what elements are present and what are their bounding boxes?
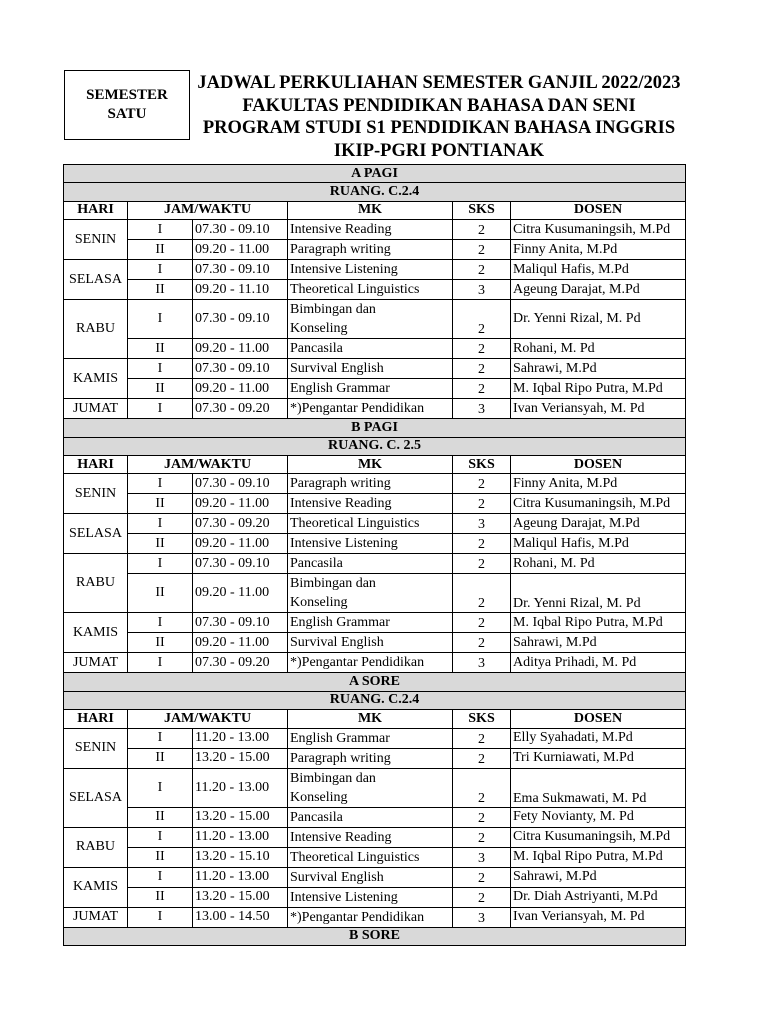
session-cell: I: [128, 514, 193, 534]
credits-cell: 3: [453, 399, 511, 419]
course-cell: [288, 379, 453, 399]
lecturer-cell: Tri Kurniawati, M.Pd: [511, 748, 686, 768]
schedule-table-container: [63, 164, 685, 946]
lecturer-cell: Ageung Darajat, M.Pd: [511, 514, 686, 534]
schedule-table: [63, 164, 686, 946]
time-cell: 07.30 - 09.10: [193, 260, 288, 280]
schedule-row: [64, 280, 686, 300]
session-cell: II: [128, 807, 193, 827]
day-cell: SENIN: [64, 220, 128, 260]
header-jam-waktu: JAM/WAKTU: [128, 455, 288, 473]
lecturer-cell: Citra Kusumaningsih, M.Pd: [511, 220, 686, 240]
lecturer-cell: Elly Syahadati, M.Pd: [511, 728, 686, 748]
course-name-line: *)Pengantar Pendidikan: [290, 909, 425, 925]
room-band: RUANG. C.2.4: [64, 183, 686, 201]
time-cell: 11.20 - 13.00: [193, 827, 288, 847]
day-cell: JUMAT: [64, 399, 128, 419]
room-band-row: [64, 437, 686, 455]
lecturer-cell: Ageung Darajat, M.Pd: [511, 280, 686, 300]
course-name-line: Theoretical Linguistics: [290, 282, 420, 298]
lecturer-cell: Finny Anita, M.Pd: [511, 474, 686, 494]
course-name-line: Intensive Reading: [290, 496, 392, 512]
time-cell: 09.20 - 11.00: [193, 633, 288, 653]
column-header-row: [64, 710, 686, 728]
schedule-row: [64, 748, 686, 768]
room-band-row: [64, 183, 686, 201]
time-cell: 07.30 - 09.10: [193, 613, 288, 633]
time-cell: 13.20 - 15.00: [193, 807, 288, 827]
course-cell: [288, 534, 453, 554]
course-name-line: Konseling: [290, 321, 348, 337]
credits-cell: 2: [453, 728, 511, 748]
course-name-line: Intensive Reading: [290, 222, 392, 238]
course-name-line: *)Pengantar Pendidikan: [290, 655, 425, 671]
schedule-row: [64, 399, 686, 419]
title-line-2: FAKULTAS PENDIDIKAN BAHASA DAN SENI: [242, 95, 636, 116]
credits-cell: 3: [453, 907, 511, 927]
credits-cell: 2: [453, 300, 511, 339]
session-cell: I: [128, 300, 193, 339]
time-cell: 13.00 - 14.50: [193, 907, 288, 927]
header-hari: HARI: [64, 455, 128, 473]
schedule-row: [64, 827, 686, 847]
course-name-line: Pancasila: [290, 341, 343, 357]
time-cell: 11.20 - 13.00: [193, 768, 288, 807]
header-dosen: DOSEN: [511, 455, 686, 473]
course-name-line: Survival English: [290, 635, 384, 651]
time-cell: 09.20 - 11.00: [193, 494, 288, 514]
schedule-row: [64, 220, 686, 240]
course-name-line: Paragraph writing: [290, 750, 391, 766]
time-cell: 07.30 - 09.10: [193, 474, 288, 494]
header-mk: MK: [288, 710, 453, 728]
day-cell: SENIN: [64, 728, 128, 768]
schedule-row: [64, 768, 686, 807]
header-dosen: DOSEN: [511, 201, 686, 219]
course-cell: [288, 399, 453, 419]
time-cell: 11.20 - 13.00: [193, 867, 288, 887]
schedule-row: [64, 359, 686, 379]
lecturer-cell: Dr. Diah Astriyanti, M.Pd: [511, 887, 686, 907]
course-name-line: Intensive Listening: [290, 889, 398, 905]
title-line-4: IKIP-PGRI PONTIANAK: [333, 140, 545, 161]
time-cell: 11.20 - 13.00: [193, 728, 288, 748]
time-cell: 07.30 - 09.10: [193, 300, 288, 339]
time-cell: 09.20 - 11.10: [193, 280, 288, 300]
room-band: RUANG. C.2.4: [64, 691, 686, 709]
credits-cell: 2: [453, 494, 511, 514]
credits-cell: 2: [453, 339, 511, 359]
course-cell: [288, 768, 453, 807]
day-cell: RABU: [64, 827, 128, 867]
course-cell: [288, 827, 453, 847]
time-cell: 13.20 - 15.10: [193, 847, 288, 867]
credits-cell: 2: [453, 359, 511, 379]
credits-cell: 2: [453, 613, 511, 633]
class-band: A SORE: [64, 673, 686, 691]
course-name-line: English Grammar: [290, 381, 390, 397]
schedule-row: [64, 300, 686, 339]
schedule-row: [64, 554, 686, 574]
time-cell: 07.30 - 09.10: [193, 220, 288, 240]
credits-cell: 3: [453, 847, 511, 867]
schedule-row: [64, 379, 686, 399]
credits-cell: 2: [453, 768, 511, 807]
course-cell: [288, 260, 453, 280]
document-title: [190, 72, 688, 162]
semester-label-line1: SEMESTER: [86, 87, 168, 103]
time-cell: 09.20 - 11.00: [193, 339, 288, 359]
course-cell: [288, 554, 453, 574]
schedule-row: [64, 474, 686, 494]
credits-cell: 3: [453, 514, 511, 534]
course-cell: [288, 907, 453, 927]
session-cell: I: [128, 399, 193, 419]
session-cell: I: [128, 907, 193, 927]
course-name-line: Pancasila: [290, 809, 343, 825]
column-header-row: [64, 201, 686, 219]
credits-cell: 2: [453, 574, 511, 613]
credits-cell: 2: [453, 474, 511, 494]
header-hari: HARI: [64, 201, 128, 219]
course-cell: [288, 887, 453, 907]
session-cell: II: [128, 887, 193, 907]
lecturer-cell: Sahrawi, M.Pd: [511, 359, 686, 379]
schedule-row: [64, 847, 686, 867]
lecturer-cell: M. Iqbal Ripo Putra, M.Pd: [511, 847, 686, 867]
lecturer-cell: Ivan Veriansyah, M. Pd: [511, 907, 686, 927]
session-cell: II: [128, 748, 193, 768]
schedule-row: [64, 574, 686, 613]
header-jam-waktu: JAM/WAKTU: [128, 201, 288, 219]
course-name-line: Intensive Listening: [290, 262, 398, 278]
session-cell: I: [128, 653, 193, 673]
session-cell: II: [128, 574, 193, 613]
schedule-row: [64, 339, 686, 359]
course-name-line: Bimbingan dan: [290, 302, 376, 318]
class-band-row: [64, 673, 686, 691]
course-name-line: Survival English: [290, 361, 384, 377]
column-header-row: [64, 455, 686, 473]
time-cell: 13.20 - 15.00: [193, 748, 288, 768]
schedule-row: [64, 887, 686, 907]
session-cell: I: [128, 220, 193, 240]
credits-cell: 2: [453, 379, 511, 399]
course-name-line: Theoretical Linguistics: [290, 849, 420, 865]
title-line-1: JADWAL PERKULIAHAN SEMESTER GANJIL 2022/2023: [197, 73, 681, 93]
course-name-line: Konseling: [290, 789, 348, 805]
course-cell: [288, 240, 453, 260]
lecturer-cell: M. Iqbal Ripo Putra, M.Pd: [511, 613, 686, 633]
lecturer-cell: M. Iqbal Ripo Putra, M.Pd: [511, 379, 686, 399]
time-cell: 07.30 - 09.20: [193, 653, 288, 673]
session-cell: I: [128, 768, 193, 807]
session-cell: II: [128, 379, 193, 399]
course-cell: [288, 613, 453, 633]
session-cell: II: [128, 847, 193, 867]
time-cell: 09.20 - 11.00: [193, 574, 288, 613]
schedule-row: [64, 807, 686, 827]
course-cell: [288, 280, 453, 300]
course-cell: [288, 574, 453, 613]
header-hari: HARI: [64, 710, 128, 728]
time-cell: 07.30 - 09.20: [193, 399, 288, 419]
course-name-line: Bimbingan dan: [290, 770, 376, 786]
lecturer-cell: Sahrawi, M.Pd: [511, 633, 686, 653]
course-name-line: Paragraph writing: [290, 476, 391, 492]
credits-cell: 3: [453, 280, 511, 300]
schedule-row: [64, 494, 686, 514]
course-name-line: English Grammar: [290, 730, 390, 746]
time-cell: 07.30 - 09.10: [193, 359, 288, 379]
header-sks: SKS: [453, 455, 511, 473]
class-band-row: [64, 927, 686, 945]
schedule-row: [64, 728, 686, 748]
header-sks: SKS: [453, 710, 511, 728]
session-cell: I: [128, 827, 193, 847]
schedule-row: [64, 867, 686, 887]
course-cell: [288, 359, 453, 379]
schedule-row: [64, 514, 686, 534]
course-cell: [288, 847, 453, 867]
time-cell: 09.20 - 11.00: [193, 240, 288, 260]
day-cell: JUMAT: [64, 653, 128, 673]
session-cell: II: [128, 339, 193, 359]
lecturer-cell: Fety Novianty, M. Pd: [511, 807, 686, 827]
day-cell: RABU: [64, 300, 128, 359]
time-cell: 07.30 - 09.10: [193, 554, 288, 574]
course-cell: [288, 653, 453, 673]
course-name-line: Bimbingan dan: [290, 576, 376, 592]
schedule-row: [64, 240, 686, 260]
header-sks: SKS: [453, 201, 511, 219]
semester-label-line2: SATU: [107, 106, 147, 122]
lecturer-cell: Citra Kusumaningsih, M.Pd: [511, 827, 686, 847]
course-cell: [288, 807, 453, 827]
title-line-3: PROGRAM STUDI S1 PENDIDIKAN BAHASA INGGRIS: [202, 118, 676, 138]
day-cell: SELASA: [64, 768, 128, 827]
credits-cell: 2: [453, 220, 511, 240]
time-cell: 09.20 - 11.00: [193, 379, 288, 399]
session-cell: I: [128, 359, 193, 379]
class-band: A PAGI: [64, 165, 686, 183]
day-cell: JUMAT: [64, 907, 128, 927]
credits-cell: 2: [453, 748, 511, 768]
course-cell: [288, 339, 453, 359]
header-mk: MK: [288, 201, 453, 219]
lecturer-cell: Ivan Veriansyah, M. Pd: [511, 399, 686, 419]
credits-cell: 2: [453, 534, 511, 554]
class-band-row: [64, 165, 686, 183]
lecturer-cell: Maliqul Hafis, M.Pd: [511, 260, 686, 280]
header-mk: MK: [288, 455, 453, 473]
session-cell: I: [128, 474, 193, 494]
session-cell: I: [128, 554, 193, 574]
course-cell: [288, 300, 453, 339]
session-cell: II: [128, 633, 193, 653]
course-cell: [288, 748, 453, 768]
session-cell: II: [128, 534, 193, 554]
schedule-row: [64, 633, 686, 653]
course-name-line: Konseling: [290, 595, 348, 611]
day-cell: KAMIS: [64, 867, 128, 907]
credits-cell: 2: [453, 887, 511, 907]
lecturer-cell: Dr. Yenni Rizal, M. Pd: [511, 300, 686, 339]
course-cell: [288, 728, 453, 748]
credits-cell: 2: [453, 807, 511, 827]
course-cell: [288, 633, 453, 653]
header-dosen: DOSEN: [511, 710, 686, 728]
lecturer-cell: Ema Sukmawati, M. Pd: [511, 768, 686, 807]
session-cell: II: [128, 280, 193, 300]
session-cell: II: [128, 240, 193, 260]
course-name-line: Intensive Reading: [290, 829, 392, 845]
lecturer-cell: Finny Anita, M.Pd: [511, 240, 686, 260]
lecturer-cell: Citra Kusumaningsih, M.Pd: [511, 494, 686, 514]
lecturer-cell: Rohani, M. Pd: [511, 339, 686, 359]
course-cell: [288, 474, 453, 494]
time-cell: 07.30 - 09.20: [193, 514, 288, 534]
course-name-line: Paragraph writing: [290, 242, 391, 258]
credits-cell: 2: [453, 260, 511, 280]
credits-cell: 2: [453, 867, 511, 887]
schedule-row: [64, 613, 686, 633]
time-cell: 09.20 - 11.00: [193, 534, 288, 554]
day-cell: KAMIS: [64, 359, 128, 399]
credits-cell: 2: [453, 827, 511, 847]
room-band-row: [64, 691, 686, 709]
course-cell: [288, 514, 453, 534]
course-cell: [288, 220, 453, 240]
day-cell: SENIN: [64, 474, 128, 514]
day-cell: KAMIS: [64, 613, 128, 653]
session-cell: I: [128, 613, 193, 633]
lecturer-cell: Maliqul Hafis, M.Pd: [511, 534, 686, 554]
day-cell: RABU: [64, 554, 128, 613]
class-band-row: [64, 419, 686, 437]
credits-cell: 2: [453, 633, 511, 653]
schedule-row: [64, 907, 686, 927]
course-name-line: Theoretical Linguistics: [290, 516, 420, 532]
session-cell: I: [128, 867, 193, 887]
lecturer-cell: Rohani, M. Pd: [511, 554, 686, 574]
semester-label-box: [64, 70, 190, 140]
course-cell: [288, 494, 453, 514]
lecturer-cell: Sahrawi, M.Pd: [511, 867, 686, 887]
class-band: B PAGI: [64, 419, 686, 437]
class-band: B SORE: [64, 927, 686, 945]
course-name-line: *)Pengantar Pendidikan: [290, 401, 425, 417]
schedule-row: [64, 534, 686, 554]
course-name-line: English Grammar: [290, 615, 390, 631]
schedule-row: [64, 260, 686, 280]
credits-cell: 2: [453, 554, 511, 574]
credits-cell: 3: [453, 653, 511, 673]
session-cell: I: [128, 728, 193, 748]
course-name-line: Survival English: [290, 869, 384, 885]
lecturer-cell: Dr. Yenni Rizal, M. Pd: [511, 574, 686, 613]
day-cell: SELASA: [64, 514, 128, 554]
header-jam-waktu: JAM/WAKTU: [128, 710, 288, 728]
session-cell: I: [128, 260, 193, 280]
day-cell: SELASA: [64, 260, 128, 300]
schedule-row: [64, 653, 686, 673]
course-cell: [288, 867, 453, 887]
time-cell: 13.20 - 15.00: [193, 887, 288, 907]
room-band: RUANG. C. 2.5: [64, 437, 686, 455]
course-name-line: Pancasila: [290, 556, 343, 572]
course-name-line: Intensive Listening: [290, 536, 398, 552]
session-cell: II: [128, 494, 193, 514]
lecturer-cell: Aditya Prihadi, M. Pd: [511, 653, 686, 673]
credits-cell: 2: [453, 240, 511, 260]
